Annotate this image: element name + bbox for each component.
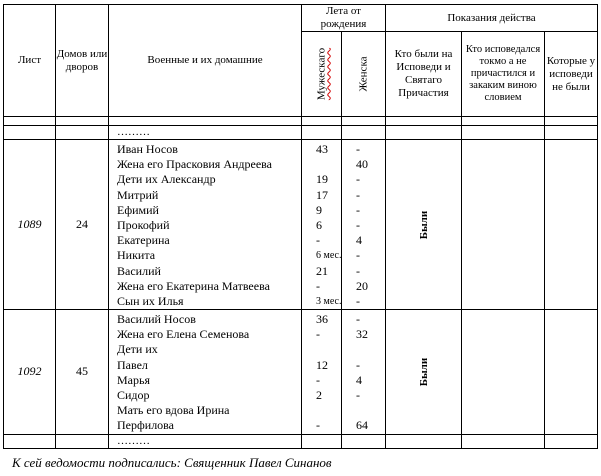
female-age: - <box>356 357 360 372</box>
header-absent: Которые у исповеди не были <box>545 32 598 117</box>
header-male-cell <box>302 32 342 117</box>
person-name: Ефимий <box>117 202 159 217</box>
not-communed-cell-1092 <box>462 310 545 435</box>
header-confessed-not-communed: Кто исповедался токмо а не причастился и закаким виною словием <box>462 32 545 117</box>
sheet-number: 1089 <box>4 140 56 310</box>
names-list-1089 <box>109 140 302 310</box>
male-age <box>316 342 341 357</box>
header-age-group: Лета от рождения <box>302 5 386 32</box>
female-age: - <box>356 142 360 156</box>
header-people: Военные и их домашние <box>109 5 302 117</box>
female-age: - <box>356 388 360 402</box>
female-age: - <box>356 202 360 217</box>
female-age: 64 <box>356 418 368 433</box>
entry-row-1089 <box>4 140 598 310</box>
female-age: 40 <box>356 157 368 172</box>
male-age: 17 <box>316 187 328 202</box>
ellipsis-row-top <box>4 126 598 140</box>
female-age: 4 <box>356 233 362 248</box>
header-row-1 <box>4 5 598 32</box>
ellipsis-row-bottom <box>4 434 598 448</box>
person-name: Екатерина <box>117 233 170 248</box>
confessed-cell-1089 <box>386 140 462 310</box>
spacer-row <box>4 117 598 126</box>
person-name: Сын их Илья <box>117 293 184 308</box>
person-name: Сидор <box>117 388 150 402</box>
male-age: 6 <box>316 217 322 232</box>
female-age: - <box>356 187 360 202</box>
header-houses: Домов или дворов <box>56 5 109 117</box>
female-ages-1092 <box>342 310 386 435</box>
person-name: Прокофий <box>117 217 170 232</box>
person-name: Мать его вдова Ирина <box>117 403 230 418</box>
status-label: Были <box>417 210 430 239</box>
female-age: 20 <box>356 278 368 293</box>
sheet-number: 1092 <box>4 310 56 435</box>
female-age: - <box>356 172 360 187</box>
female-age: - <box>356 263 360 278</box>
male-age: 12 <box>316 357 328 372</box>
male-age: 9 <box>316 202 322 217</box>
female-age: - <box>356 248 360 263</box>
absent-cell-1089 <box>545 140 598 310</box>
male-age: - <box>316 418 320 433</box>
female-age <box>356 342 385 357</box>
person-name: Иван Носов <box>117 142 178 156</box>
houses-count: 45 <box>56 310 109 435</box>
absent-cell-1092 <box>545 310 598 435</box>
person-name: Никита <box>117 248 156 263</box>
person-name: Василий Носов <box>117 312 196 327</box>
header-female: Женска <box>357 56 369 92</box>
person-name: Дети их Александр <box>117 172 216 187</box>
person-name: Дети их <box>117 342 158 357</box>
male-age: 2 <box>316 388 322 402</box>
person-name: Жена его Екатерина Матвеева <box>117 278 270 293</box>
male-age <box>316 157 341 172</box>
houses-count: 24 <box>56 140 109 310</box>
ellipsis-top: ……… <box>109 126 302 140</box>
signature-line: К сей ведомости подписались: Священник Павел Синанов <box>12 455 332 470</box>
female-ages-1089 <box>342 140 386 310</box>
header-female-cell <box>342 32 386 117</box>
male-age: - <box>316 278 320 293</box>
female-age: 4 <box>356 372 362 387</box>
male-age: - <box>316 233 320 248</box>
ellipsis-bottom: ……… <box>109 434 302 448</box>
header-testimony-group: Показания действа <box>386 5 598 32</box>
person-name: Жена его Елена Семенова <box>117 327 250 342</box>
names-list-1092 <box>109 310 302 435</box>
male-age: 21 <box>316 263 328 278</box>
female-age: - <box>356 217 360 232</box>
male-age: 6 мес. <box>316 250 342 262</box>
entry-row-1092 <box>4 310 598 435</box>
header-sheet: Лист <box>4 5 56 117</box>
female-age: - <box>356 312 360 327</box>
male-age: 43 <box>316 142 328 156</box>
male-age: 19 <box>316 172 328 187</box>
male-age: 36 <box>316 312 328 327</box>
person-name: Василий <box>117 263 161 278</box>
header-confessed: Кто были на Исповеди и Святаго Причастия <box>386 32 462 117</box>
status-label: Были <box>417 357 430 386</box>
person-name: Митрий <box>117 187 159 202</box>
confessed-cell-1092 <box>386 310 462 435</box>
person-name: Павел <box>117 357 148 372</box>
male-age: - <box>316 327 320 342</box>
male-age: - <box>316 372 320 387</box>
male-age <box>316 403 341 418</box>
person-name: Марья <box>117 372 150 387</box>
header-male: Мужескаго <box>315 47 327 101</box>
female-age <box>356 403 385 418</box>
female-age: - <box>356 293 360 308</box>
female-age: 32 <box>356 327 368 342</box>
person-name: Перфилова <box>117 418 175 433</box>
male-ages-1089 <box>302 140 342 310</box>
male-ages-1092 <box>302 310 342 435</box>
male-age: 3 мес. <box>316 295 342 307</box>
person-name: Жена его Прасковия Андреева <box>117 157 272 172</box>
not-communed-cell-1089 <box>462 140 545 310</box>
confession-register-table <box>3 4 598 449</box>
